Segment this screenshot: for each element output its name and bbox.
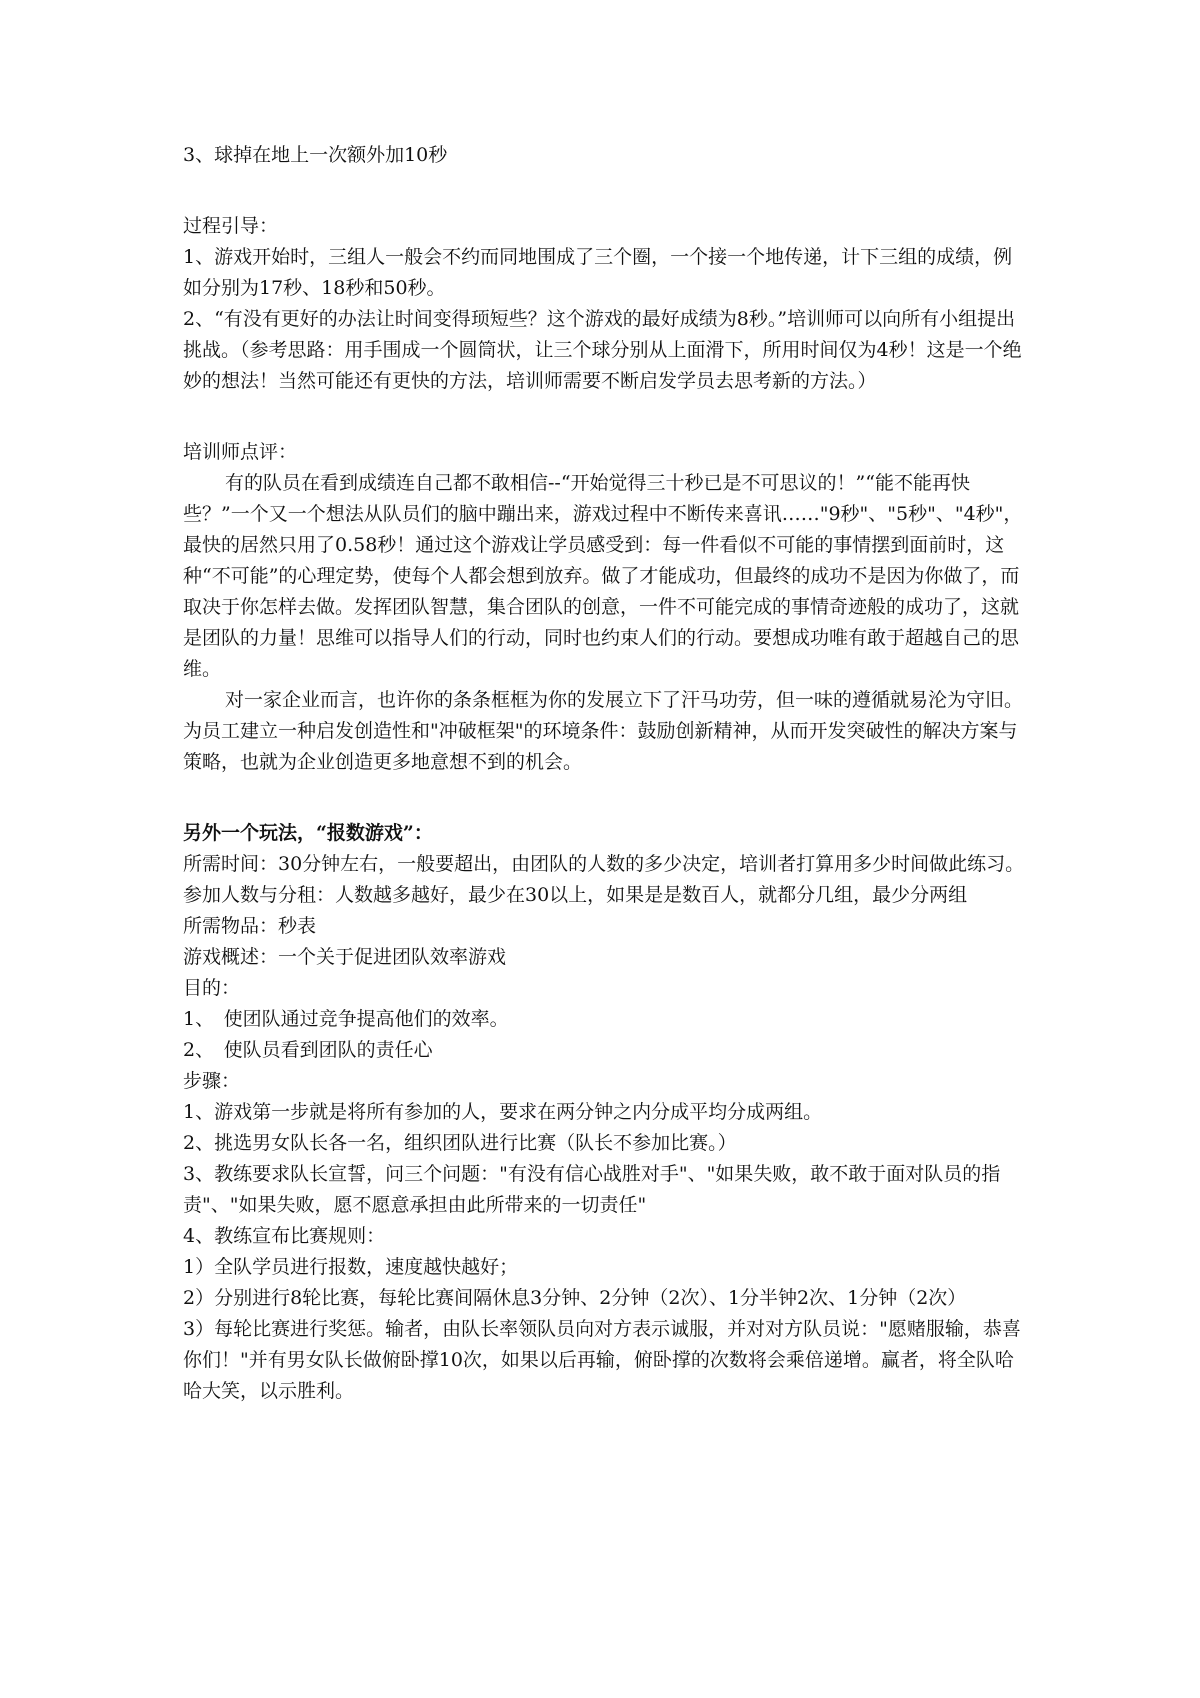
spacer [183, 171, 1028, 211]
trainer-review-paragraph: 对一家企业而言，也许你的条条框框为你的发展立下了汗马功劳，但一味的遵循就易沦为守旧。为员工建立一种启发创造性和"冲破框架"的环境条件：鼓励创新精神，从而开发突破性的解决方案与策略，也就为企业创造更多地意想不到的机会。 [183, 689, 1024, 773]
spacer [183, 778, 1028, 818]
trainer-review-heading: 培训师点评： [183, 441, 298, 463]
alt-game-line: 目的： [183, 977, 241, 999]
alt-game-line: 4、教练宣布比赛规则： [183, 1225, 386, 1247]
alt-game-line: 所需物品：秒表 [183, 915, 317, 937]
alt-game-line: 所需时间：30分钟左右，一般要超出，由团队的人数的多少决定，培训者打算用多少时间做此练习。 [183, 853, 1025, 875]
alt-game-line: 参加人数与分租：人数越多越好，最少在30以上，如果是是数百人，就都分几组，最少分两组 [183, 884, 968, 906]
alt-game-line: 3、教练要求队长宣誓，问三个问题："有没有信心战胜对手"、"如果失败，敢不敢于面对队员的指责"、"如果失败，愿不愿意承担由此所带来的一切责任" [183, 1163, 1001, 1216]
alt-game-line: 2、 使队员看到团队的责任心 [183, 1039, 433, 1061]
process-guide-item: 1、游戏开始时，三组人一般会不约而同地围成了三个圈，一个接一个地传递，计下三组的成绩，例如分别为17秒、18秒和50秒。 [183, 246, 1013, 299]
alt-game-line: 1、 使团队通过竞争提高他们的效率。 [183, 1008, 509, 1030]
alt-game-line: 1、游戏第一步就是将所有参加的人，要求在两分钟之内分成平均分成两组。 [183, 1101, 823, 1123]
alt-game-heading: 另外一个玩法，“报数游戏”： [183, 822, 433, 844]
process-guide-heading: 过程引导： [183, 215, 279, 237]
spacer [183, 397, 1028, 437]
alt-game-line: 3）每轮比赛进行奖惩。输者，由队长率领队员向对方表示诚服，并对对方队员说："愿赌服输，恭喜你们！"并有男女队长做俯卧撑10次，如果以后再输，俯卧撑的次数将会乘倍递增。赢者，将全队哈哈大笑，以示胜利。 [183, 1318, 1021, 1402]
document-page [183, 140, 1028, 1407]
alt-game-line: 1）全队学员进行报数，速度越快越好； [183, 1256, 519, 1278]
alt-game-line: 2）分别进行8轮比赛，每轮比赛间隔休息3分钟、2分钟（2次）、1分半钟2次、1分钟（2次） [183, 1287, 967, 1309]
trainer-review-paragraph: 有的队员在看到成绩连自己都不敢相信--“开始觉得三十秒已是不可思议的！”“能不能再快些？”一个又一个想法从队员们的脑中蹦出来，游戏过程中不断传来喜讯……"9秒"、"5秒"、"4秒"，最快的居然只用了0.58秒！通过这个游戏让学员感受到：每一件看似不可能的事情摆到面前时，这种“不可能”的心理定势，使每个人都会想到放弃。做了才能成功，但最终的成功不是因为你做了，而取决于你怎样去做。发挥团队智慧，集合团队的创意，一件不可能完成的事情奇迹般的成功了，这就是团队的力量！思维可以指导人们的行动，同时也约束人们的行动。要想成功唯有敢于超越自己的思维。 [183, 472, 1023, 680]
alt-game-line: 2、挑选男女队长各一名，组织团队进行比赛（队长不参加比赛。） [183, 1132, 737, 1154]
alt-game-line: 游戏概述：一个关于促进团队效率游戏 [183, 946, 507, 968]
process-guide-item: 2、“有没有更好的办法让时间变得顼短些？这个游戏的最好成绩为8秒。”培训师可以向所有小组提出挑战。（参考思路：用手围成一个圆筒状，让三个球分别从上面滑下，所用时间仅为4秒！这是一个绝妙的想法！当然可能还有更快的方法，培训师需要不断启发学员去思考新的方法。） [183, 308, 1022, 392]
alt-game-line: 步骤： [183, 1070, 241, 1092]
rule-line: 3、球掉在地上一次额外加10秒 [183, 144, 448, 166]
